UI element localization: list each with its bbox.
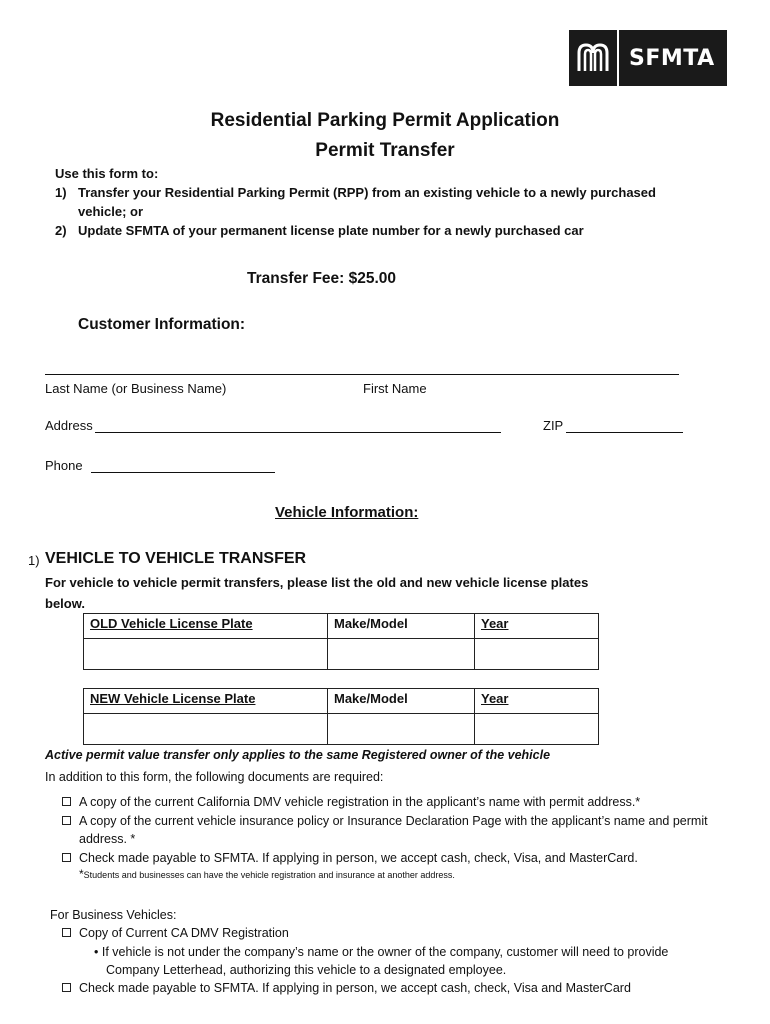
checkbox-icon (62, 853, 71, 862)
owner-notice: Active permit value transfer only applies to the same Registered owner of the vehicle (45, 748, 551, 762)
checkbox-icon (62, 983, 71, 992)
phone-label: Phone (45, 458, 83, 473)
sfmta-logo (569, 30, 727, 86)
checkbox-icon (62, 928, 71, 937)
page-subtitle: Permit Transfer (315, 140, 455, 161)
footnote-star: * (79, 867, 84, 881)
business-heading: For Business Vehicles: (50, 908, 177, 922)
doc-item-1 (62, 793, 640, 811)
intro-item-1: Transfer your Residential Parking Permit (RPP) from an existing vehicle to a newly purchased (78, 185, 656, 200)
vehicle-transfer-heading: VEHICLE TO VEHICLE TRANSFER (45, 550, 307, 567)
customer-info-heading: Customer Information: (78, 316, 246, 333)
last-name-label: Last Name (or Business Name) (45, 381, 227, 396)
old-plate-header: OLD Vehicle License Plate (90, 616, 253, 631)
old-make-model-cell[interactable] (328, 639, 475, 670)
doc-item-3 (62, 849, 638, 867)
old-year-cell[interactable] (475, 639, 599, 670)
docs-intro: In addition to this form, the following documents are required: (45, 770, 384, 784)
transfer-fee: Transfer Fee: $25.00 (246, 270, 397, 287)
checkbox-icon (62, 797, 71, 806)
intro-item-2: Update SFMTA of your permanent license plate number for a newly purchased car (78, 223, 584, 238)
intro-item-2-num: 2) (55, 223, 67, 238)
first-name-label: First Name (363, 381, 427, 396)
bullet-icon: • (94, 945, 99, 959)
zip-field-line[interactable] (566, 432, 683, 433)
name-field-line[interactable] (45, 374, 679, 375)
new-year-header: Year (481, 691, 509, 706)
section-1-num: 1) (28, 553, 40, 568)
logo-text: SFMTA (629, 45, 715, 71)
business-item-2 (62, 979, 631, 997)
intro-heading: Use this form to: (55, 166, 159, 181)
muni-worm-icon (569, 30, 619, 86)
transfer-desc-cont: below. (45, 596, 85, 611)
old-year-header: Year (481, 616, 509, 631)
intro-item-1-num: 1) (55, 185, 67, 200)
new-vehicle-table (83, 688, 599, 745)
doc-item-2 (62, 812, 708, 830)
old-vehicle-table (83, 613, 599, 670)
business-item-2-text: Check made payable to SFMTA. If applying in person, we accept cash, check, Visa and MasterCard (79, 981, 631, 995)
new-plate-header: NEW Vehicle License Plate (90, 691, 256, 706)
business-sub-item-text: If vehicle is not under the company’s name or the owner of the company, customer will need to provide (101, 945, 669, 959)
business-item-1 (62, 924, 289, 942)
intro-item-1-cont: vehicle; or (78, 204, 144, 219)
new-make-model-header: Make/Model (334, 691, 408, 706)
doc-item-2-text: A copy of the current vehicle insurance policy or Insurance Declaration Page with the applicant’s name and permit (79, 814, 708, 828)
checkbox-icon (62, 816, 71, 825)
old-make-model-header: Make/Model (334, 616, 408, 631)
old-plate-cell[interactable] (84, 639, 328, 670)
transfer-desc: For vehicle to vehicle permit transfers, please list the old and new vehicle license plates (45, 575, 589, 590)
zip-label: ZIP (543, 418, 564, 433)
new-plate-cell[interactable] (84, 714, 328, 745)
phone-field-line[interactable] (91, 472, 275, 473)
business-item-1-text: Copy of Current CA DMV Registration (79, 926, 289, 940)
new-year-cell[interactable] (475, 714, 599, 745)
business-sub-item (94, 943, 668, 961)
doc-item-3-text: Check made payable to SFMTA. If applying in person, we accept cash, check, Visa, and MasterCard. (79, 851, 638, 865)
business-sub-item-cont: Company Letterhead, authorizing this vehicle to a designated employee. (106, 963, 507, 977)
doc-item-2-cont: address. * (79, 832, 136, 846)
vehicle-info-heading: Vehicle Information: (275, 504, 419, 521)
address-field-line[interactable] (95, 432, 501, 433)
page-title: Residential Parking Permit Application (210, 110, 560, 131)
footnote-text: Students and businesses can have the vehicle registration and insurance at another address. (83, 870, 455, 880)
footnote (79, 867, 455, 881)
new-make-model-cell[interactable] (328, 714, 475, 745)
doc-item-1-text: A copy of the current California DMV vehicle registration in the applicant’s name with permit address.* (79, 795, 641, 809)
address-label: Address (45, 418, 93, 433)
